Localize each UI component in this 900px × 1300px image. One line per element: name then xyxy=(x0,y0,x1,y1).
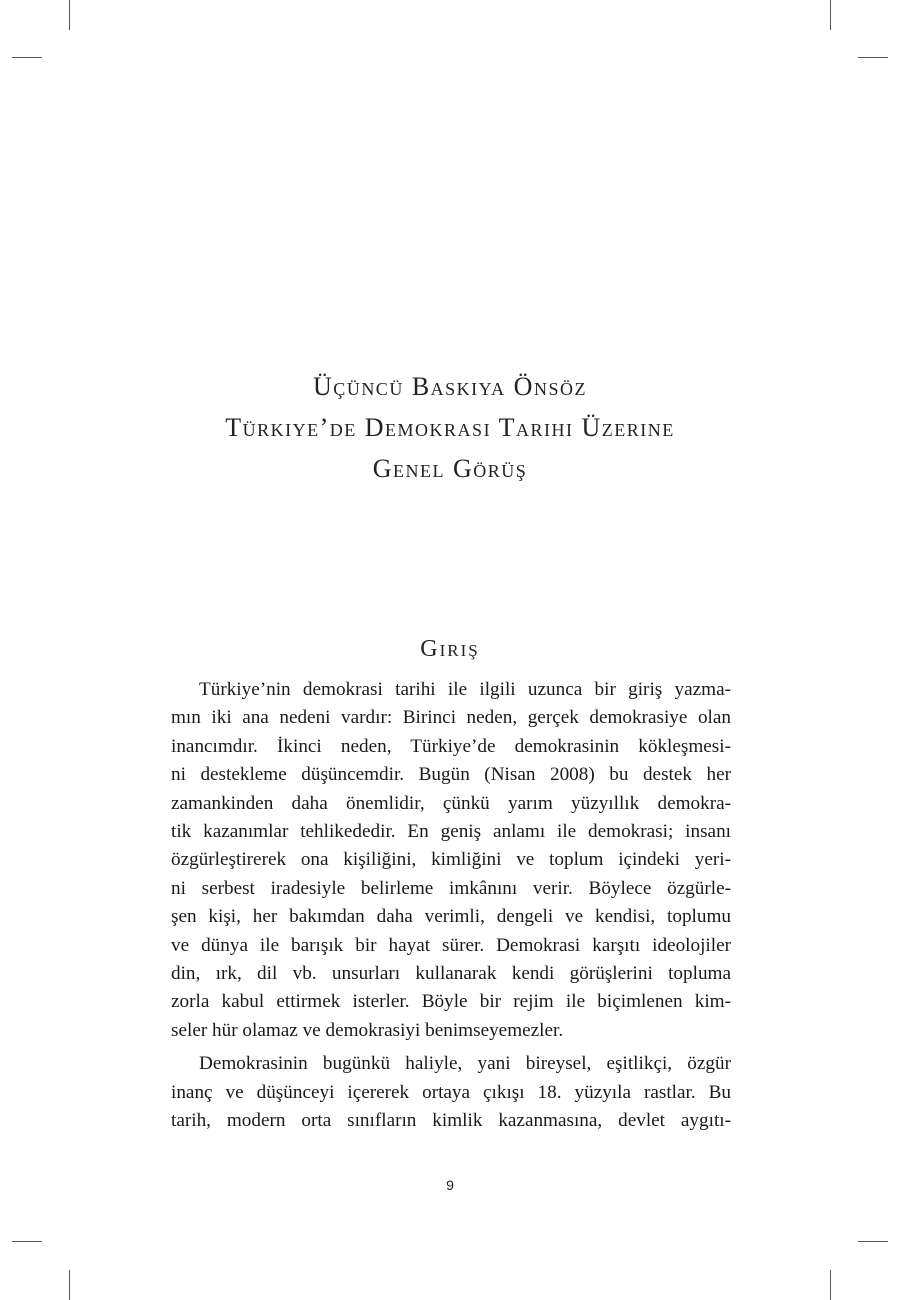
text-line: inanç ve düşünceyi içererek ortaya çıkışı 18. yüzyıla rastlar. Bu xyxy=(171,1081,731,1103)
crop-mark-top-right-vertical xyxy=(830,0,831,30)
text-line: seler hür olamaz ve demokrasiyi benimseyemezler. xyxy=(171,1019,564,1041)
text-line: Türkiye’nin demokrasi tarihi ile ilgili uzunca bir giriş yazma- xyxy=(199,679,731,700)
text-line: tarih, modern orta sınıfların kimlik kazanmasına, devlet aygıtı- xyxy=(171,1110,731,1132)
chapter-title-line-3: Genel Görüş xyxy=(372,454,528,483)
chapter-title xyxy=(0,366,900,489)
crop-mark-bottom-right-horizontal xyxy=(858,1241,888,1242)
crop-mark-bottom-right-vertical xyxy=(830,1270,831,1300)
text-line: şen kişi, her bakımdan daha verimli, dengeli ve kendisi, toplumu xyxy=(171,906,731,928)
text-line: zorla kabul ettirmek isterler. Böyle bir rejim ile biçimlenen kim- xyxy=(171,991,731,1013)
page-number: 9 xyxy=(446,1177,454,1193)
text-line: inancımdır. İkinci neden, Türkiye’de demokrasinin kökleşmesi- xyxy=(171,735,731,757)
text-line: ve dünya ile barışık bir hayat sürer. Demokrasi karşıtı ideolojiler xyxy=(171,934,731,956)
text-line: zamankinden daha önemlidir, çünkü yarım yüzyıllık demokra- xyxy=(171,792,731,814)
text-line: özgürleştirerek ona kişiliğini, kimliğini ve toplum içindeki yeri- xyxy=(171,849,731,871)
crop-mark-bottom-left-vertical xyxy=(69,1270,70,1300)
text-line: ni serbest iradesiyle belirleme imkânını verir. Böylece özgürle- xyxy=(171,877,731,899)
crop-mark-top-left-vertical xyxy=(69,0,70,30)
crop-mark-top-left-horizontal xyxy=(12,57,42,58)
crop-mark-top-right-horizontal xyxy=(858,57,888,58)
crop-mark-bottom-left-horizontal xyxy=(12,1241,42,1242)
text-line: din, ırk, dil vb. unsurları kullanarak kendi görüşlerini topluma xyxy=(171,963,731,985)
paragraph-1 xyxy=(171,676,731,1045)
chapter-title-line-1: Üçüncü Baskıya Önsöz xyxy=(313,372,587,401)
chapter-title-line-2: Türkiye’de Demokrasi Tarihi Üzerine xyxy=(225,413,675,442)
text-line: ni destekleme düşüncemdir. Bugün (Nisan 2008) bu destek her xyxy=(171,764,731,786)
text-line: mın iki ana nedeni vardır: Birinci neden, gerçek demokrasiye olan xyxy=(171,707,731,729)
section-heading: Giriş xyxy=(420,636,480,662)
body-text xyxy=(171,676,731,1136)
text-line: Demokrasinin bugünkü haliyle, yani bireysel, eşitlikçi, özgür xyxy=(199,1053,731,1075)
text-line: tik kazanımlar tehlikededir. En geniş anlamı ile demokrasi; insanı xyxy=(171,821,731,843)
paragraph-2 xyxy=(171,1050,731,1135)
